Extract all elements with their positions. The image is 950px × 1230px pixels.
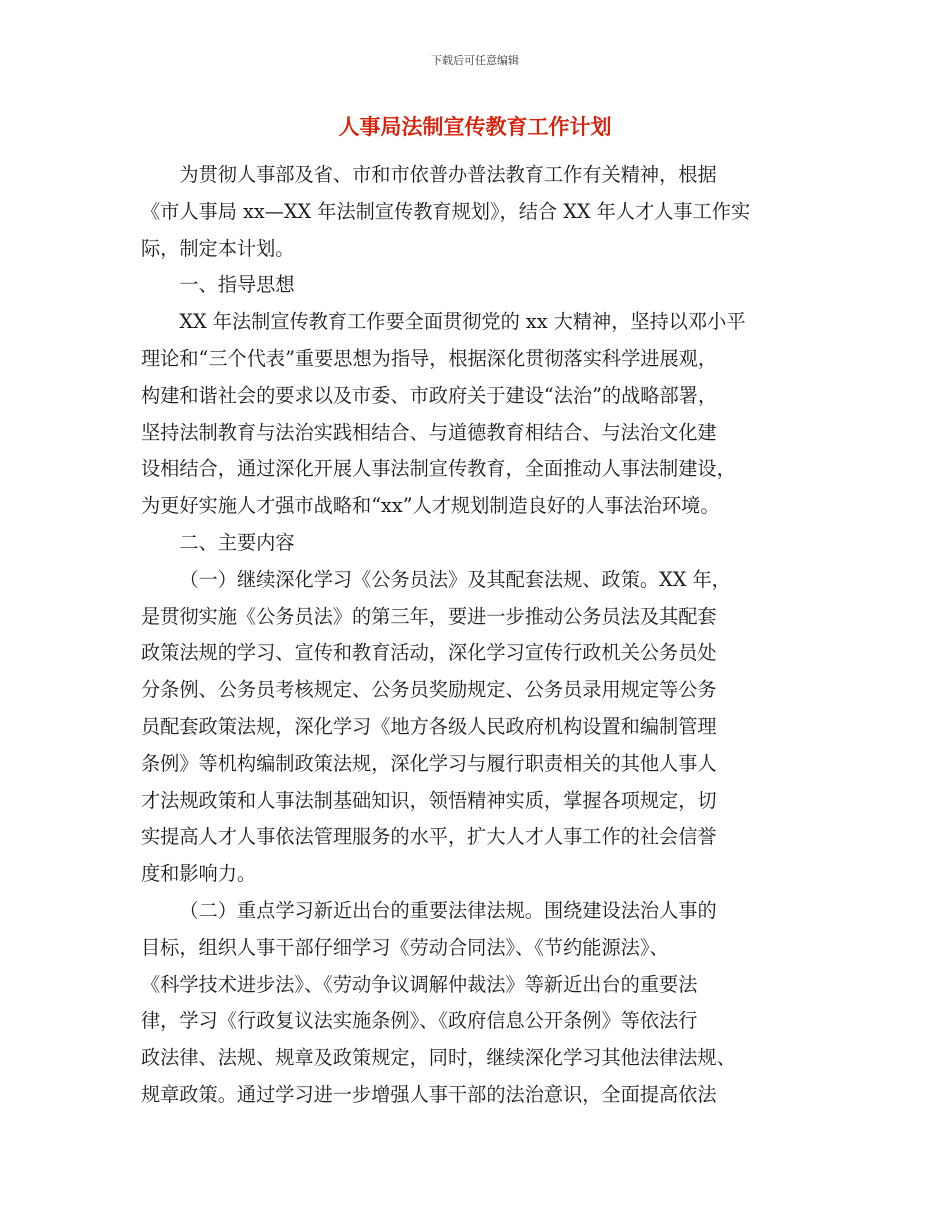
text-line: XX 年法制宣传教育工作要全面贯彻党的 xx 大精神，坚持以邓小平 bbox=[179, 310, 746, 334]
paragraph bbox=[141, 525, 813, 562]
text-line: （二）重点学习新近出台的重要法律法规。围绕建设法治人事的 bbox=[179, 898, 717, 922]
text-line: 《科学技术进步法》、《劳动争议调解仲裁法》等新近出台的重要法 bbox=[141, 972, 698, 996]
text-line: 构建和谐社会的要求以及市委、市政府关于建设“法治”的战略部署， bbox=[141, 383, 718, 407]
text-line: 分条例、公务员考核规定、公务员奖励规定、公务员录用规定等公务 bbox=[141, 678, 717, 702]
header-note: 下载后可任意编辑 bbox=[431, 54, 519, 67]
text-line: 律，学习《行政复议法实施条例》、《政府信息公开条例》等依法行 bbox=[141, 1009, 698, 1033]
paragraph bbox=[141, 267, 813, 304]
text-line: 目标，组织人事干部仔细学习《劳动合同法》、《节约能源法》、 bbox=[141, 935, 669, 959]
document-title: 人事局法制宣传教育工作计划 bbox=[338, 114, 612, 139]
text-line: 为更好实施人才强市战略和“xx”人才规划制造良好的人事法治环境。 bbox=[141, 494, 720, 518]
text-line: 坚持法制教育与法治实践相结合、与道德教育相结合、与法治文化建 bbox=[141, 420, 717, 444]
text-line: 为贯彻人事部及省、市和市依普办普法教育工作有关精神，根据 bbox=[179, 163, 717, 186]
text-line: 实提高人才人事依法管理服务的水平，扩大人才人事工作的社会信誉 bbox=[141, 825, 717, 849]
text-line: 理论和“三个代表”重要思想为指导，根据深化贯彻落实科学进展观， bbox=[141, 346, 718, 370]
text-line: 规章政策。通过学习进一步增强人事干部的法治意识，全面提高依法 bbox=[141, 1082, 717, 1106]
text-line: 是贯彻实施《公务员法》的第三年，要进一步推动公务员法及其配套 bbox=[141, 604, 717, 628]
text-line: 际，制定本计划。 bbox=[141, 236, 295, 260]
text-line: 一、指导思想 bbox=[179, 273, 295, 297]
document-body bbox=[141, 157, 813, 1114]
text-line: 才法规政策和人事法制基础知识，领悟精神实质，掌握各项规定，切 bbox=[141, 788, 717, 812]
text-line: 员配套政策法规，深化学习《地方各级人民政府机构设置和编制管理 bbox=[141, 714, 717, 738]
text-line: 设相结合，通过深化开展人事法制宣传教育，全面推动人事法制建设， bbox=[141, 457, 736, 481]
text-line: 度和影响力。 bbox=[141, 862, 257, 886]
paragraph bbox=[141, 304, 813, 525]
text-line: （一）继续深化学习《公务员法》及其配套法规、政策。XX 年， bbox=[179, 567, 731, 591]
text-line: 《市人事局 xx—XX 年法制宣传教育规划》，结合 XX 年人才人事工作实 bbox=[141, 199, 751, 223]
paragraph bbox=[141, 562, 813, 893]
paragraph bbox=[141, 893, 813, 1114]
text-line: 条例》等机构编制政策法规，深化学习与履行职责相关的其他人事人 bbox=[141, 751, 717, 775]
text-line: 二、主要内容 bbox=[179, 530, 295, 554]
paragraph bbox=[141, 157, 813, 267]
text-line: 政法律、法规、规章及政策规定，同时，继续深化学习其他法律法规、 bbox=[141, 1046, 736, 1070]
text-line: 政策法规的学习、宣传和教育活动，深化学习宣传行政机关公务员处 bbox=[141, 641, 717, 665]
